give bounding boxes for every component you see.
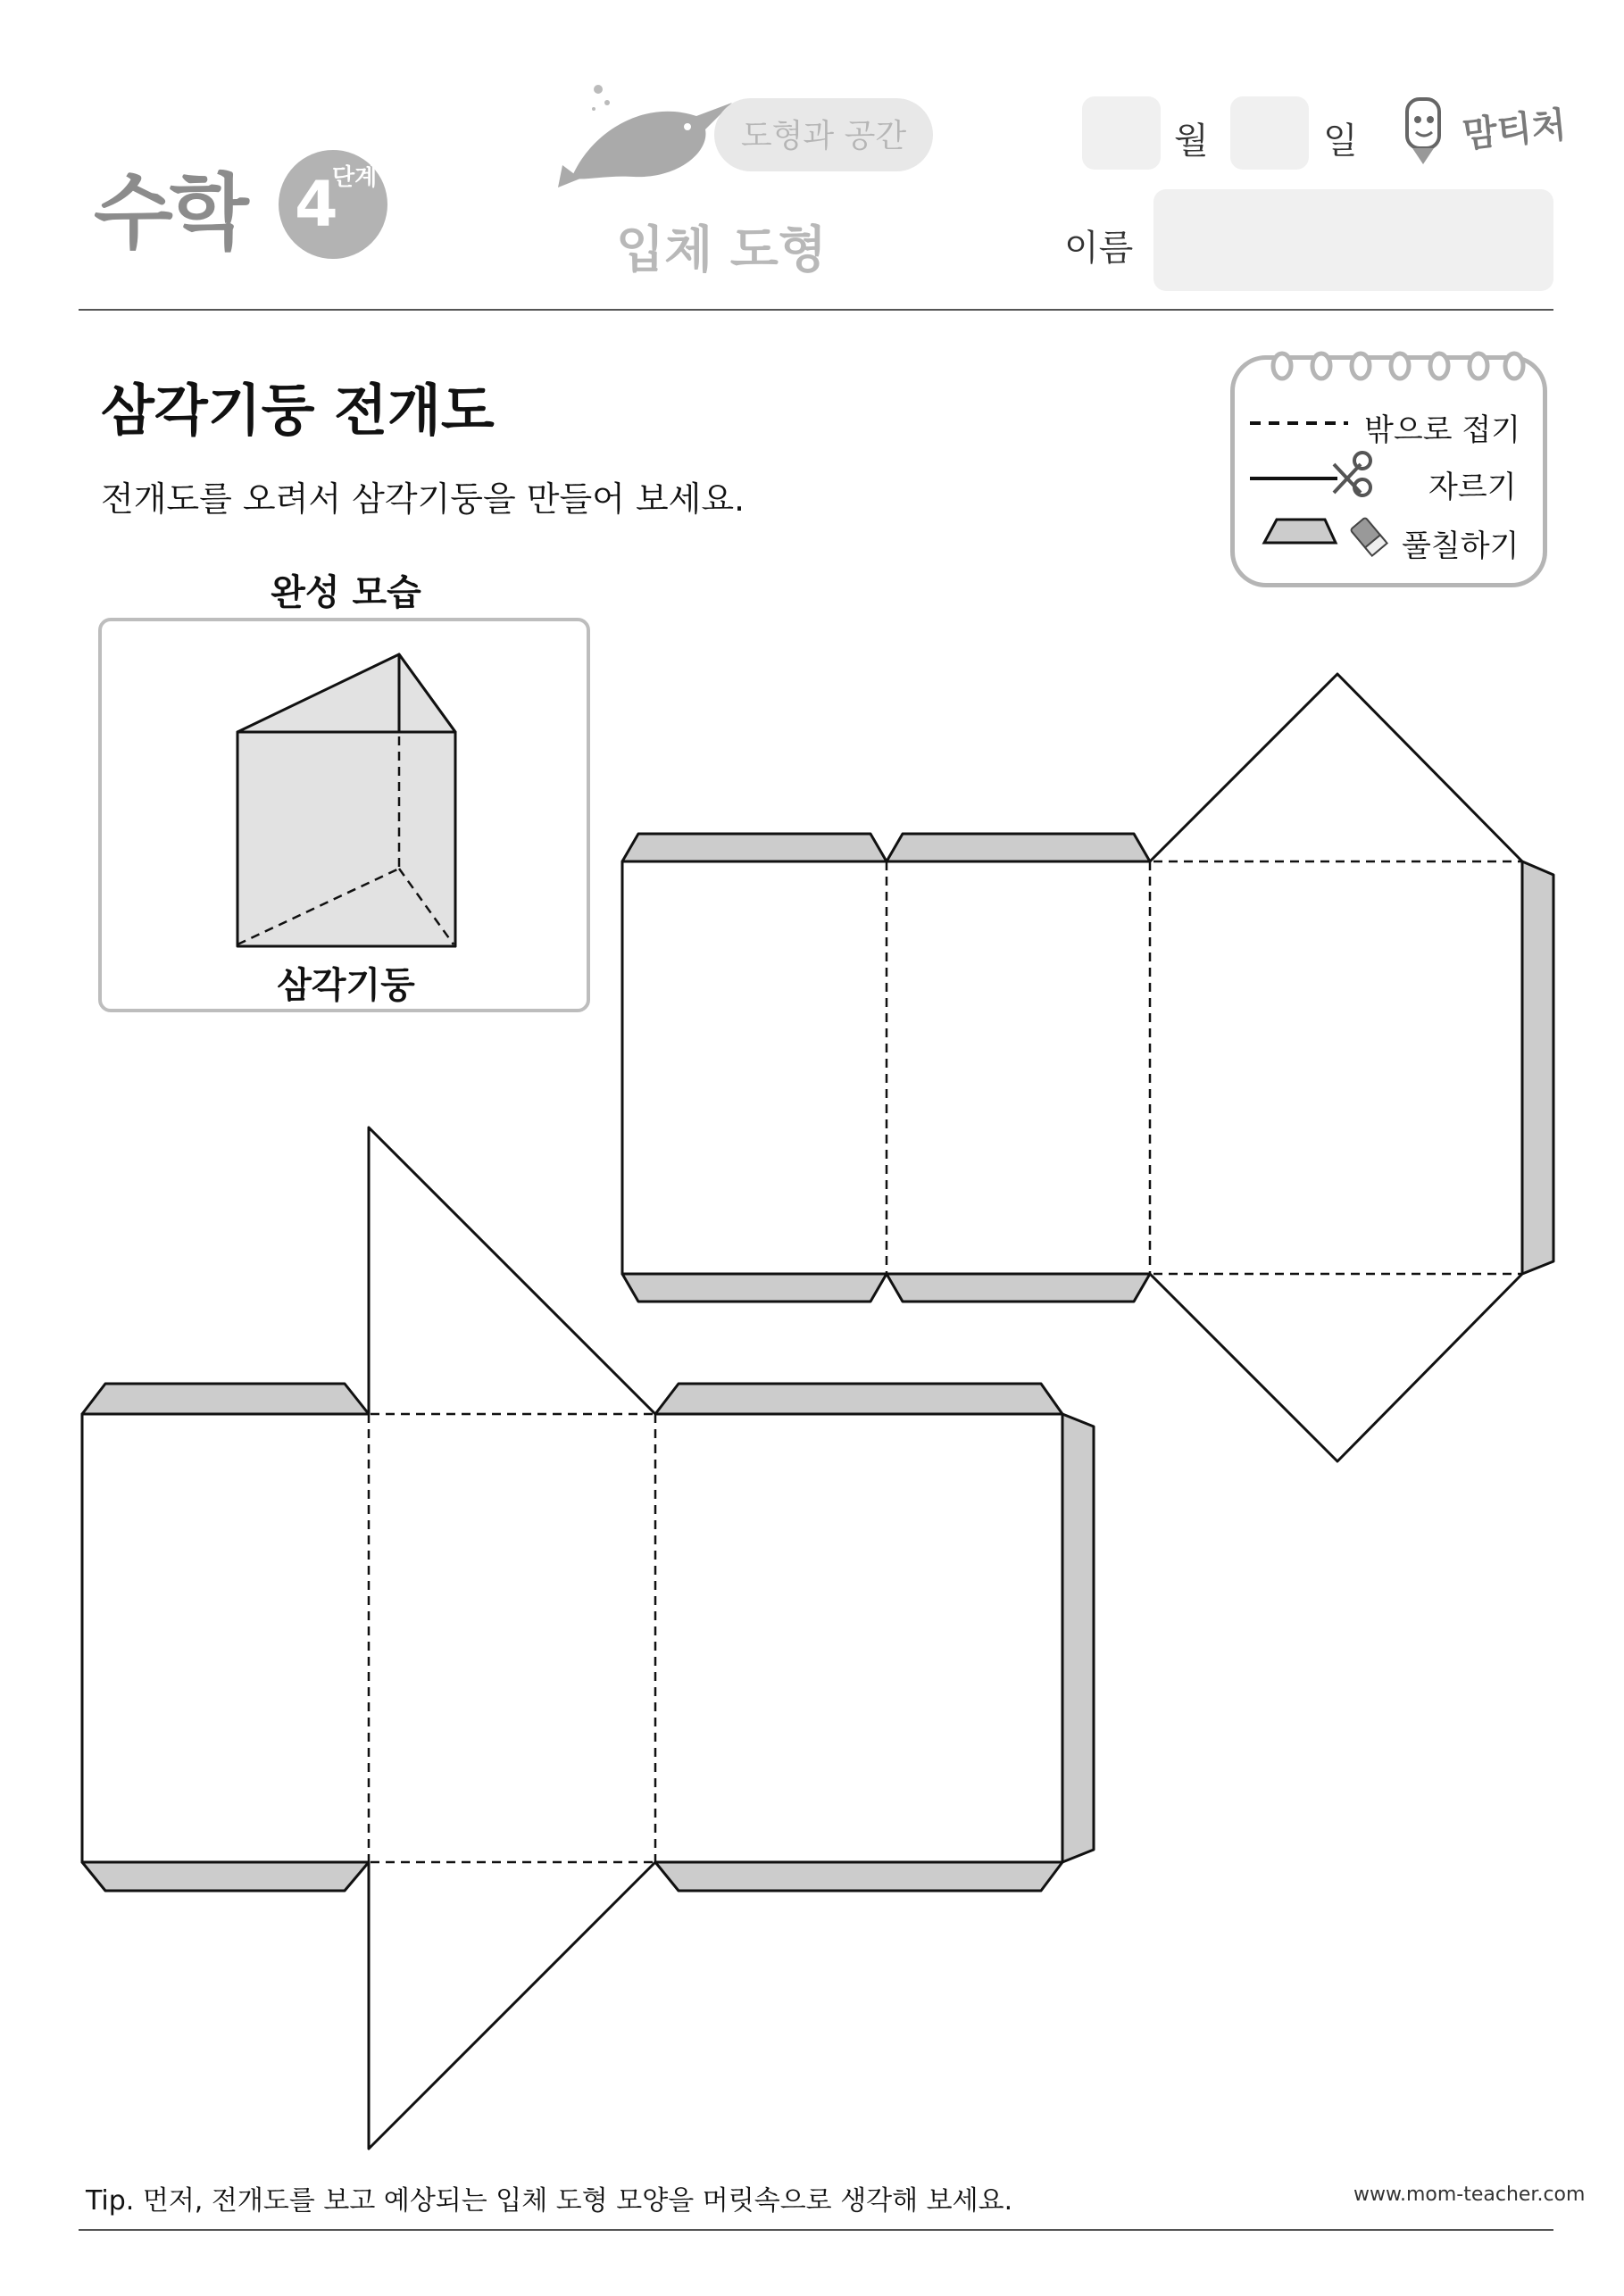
grade-number: 4	[295, 168, 338, 241]
glue-tab	[82, 1384, 369, 1414]
glue-tab	[1062, 1414, 1094, 1862]
day-label: 일	[1323, 121, 1358, 162]
glue-tab	[655, 1384, 1062, 1414]
preview-shape-label: 삼각기둥	[277, 965, 415, 1006]
footer-tip: Tip. 먼저, 전개도를 보고 예상되는 입체 도형 모양을 머릿속으로 생각해 보세요.	[86, 2185, 1013, 2217]
name-label: 이름	[1064, 228, 1134, 269]
brand-logo: 맘티처	[1461, 104, 1569, 156]
legend-glue-label: 풀칠하기	[1402, 528, 1520, 564]
legend-fold-label: 밖으로 접기	[1364, 412, 1521, 448]
footer-website: www.mom-teacher.com	[1353, 2184, 1586, 2206]
glue-tab	[655, 1862, 1062, 1891]
footer-divider	[79, 2229, 1553, 2231]
topic-label: 도형과 공간	[740, 118, 907, 154]
legend-cut-label: 자르기	[1428, 470, 1517, 505]
page-title: 삼각기둥 전개도	[101, 378, 495, 443]
net-outline	[82, 1127, 1062, 2149]
grade-unit: 단계	[332, 164, 378, 191]
instruction-text: 전개도를 오려서 삼각기둥을 만들어 보세요.	[101, 479, 745, 519]
month-label: 월	[1174, 121, 1209, 162]
preview-caption: 완성 모습	[271, 572, 421, 613]
subject-logo: 수학	[94, 165, 246, 261]
glue-tab	[82, 1862, 369, 1891]
subtopic-label: 입체 도형	[616, 221, 827, 279]
